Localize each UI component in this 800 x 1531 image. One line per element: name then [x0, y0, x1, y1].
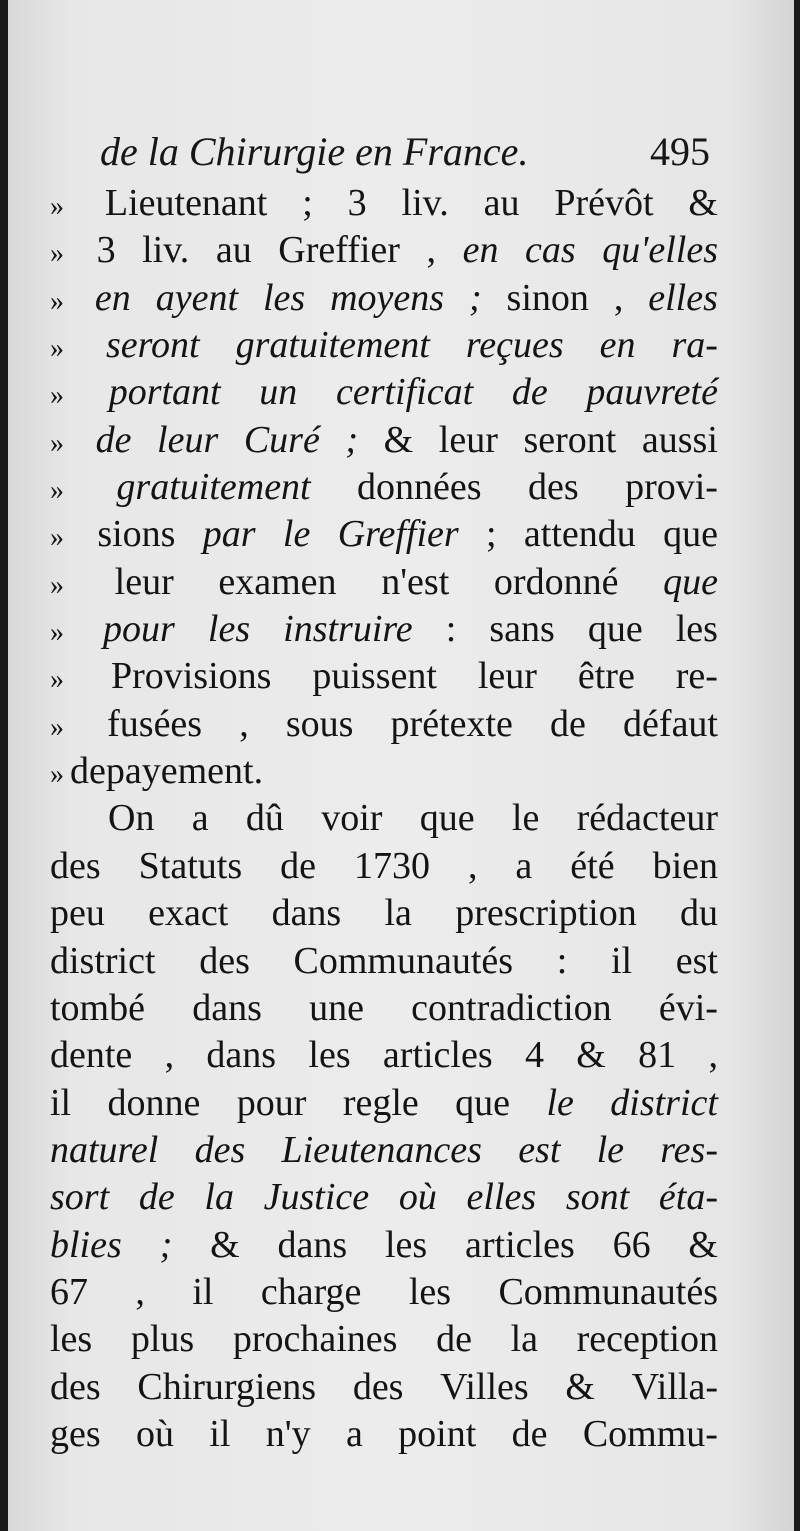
- word: liv.: [142, 229, 190, 272]
- word: instruire: [283, 608, 413, 651]
- word: où: [398, 1176, 437, 1219]
- word: &: [383, 418, 414, 461]
- word: être: [577, 655, 635, 698]
- body-text: [50, 180, 718, 1458]
- word: est: [518, 1128, 561, 1171]
- word: &: [688, 182, 718, 224]
- word: Greffier: [278, 229, 400, 272]
- word: Communautés: [293, 939, 514, 982]
- word: de: [280, 844, 316, 887]
- word: gratuitement: [235, 324, 430, 367]
- word: le: [596, 1128, 625, 1171]
- word: cas: [525, 229, 576, 272]
- word: articles: [465, 1223, 575, 1266]
- word: elles: [466, 1176, 537, 1219]
- word: blies: [50, 1223, 122, 1266]
- word: peu: [50, 892, 105, 935]
- quote-mark: »: [50, 759, 62, 791]
- word: payement.: [105, 750, 264, 793]
- word: certificat: [335, 371, 474, 414]
- word: il: [209, 1412, 231, 1455]
- word: aussi: [641, 418, 718, 461]
- word: donne: [107, 1081, 201, 1124]
- word: le: [546, 1081, 574, 1124]
- page-header: [100, 128, 710, 182]
- word: prochaines: [232, 1318, 398, 1361]
- text-line: [50, 1127, 718, 1174]
- text-line: [50, 1316, 718, 1363]
- word: 4: [524, 1034, 544, 1077]
- text-line: [50, 1364, 718, 1411]
- word: les: [207, 608, 251, 651]
- word: de: [138, 1176, 175, 1219]
- word: du: [679, 892, 718, 935]
- word: sort: [50, 1176, 110, 1219]
- word: les: [675, 608, 718, 651]
- word: par: [202, 513, 256, 556]
- quote-mark: »: [50, 427, 62, 459]
- word: pour: [236, 1081, 307, 1124]
- word: reçues: [465, 324, 564, 367]
- quote-mark: »: [50, 475, 62, 507]
- word: au: [215, 229, 252, 272]
- word: dans: [206, 1034, 277, 1077]
- word: puissent: [312, 655, 437, 698]
- text-line: [50, 890, 718, 937]
- word: ;: [486, 513, 497, 556]
- quote-mark: »: [50, 617, 62, 649]
- text-line: [50, 606, 718, 653]
- word: 3: [347, 182, 367, 224]
- word: &: [565, 1365, 595, 1408]
- word: ,: [239, 702, 249, 745]
- word: où: [135, 1412, 174, 1455]
- word: district: [610, 1081, 718, 1124]
- word: que: [419, 797, 475, 840]
- word: point: [398, 1412, 477, 1455]
- word: en: [599, 324, 636, 367]
- book-page: [8, 0, 794, 1531]
- word: ra-: [671, 324, 718, 367]
- quote-mark: »: [50, 522, 62, 554]
- word: défaut: [623, 702, 718, 745]
- word: district: [50, 939, 156, 982]
- word: en: [462, 229, 499, 272]
- word: leur: [157, 418, 219, 461]
- word: portant: [108, 371, 221, 414]
- word: prescription: [455, 892, 637, 935]
- word: des: [50, 1365, 101, 1408]
- word: de: [550, 702, 586, 745]
- word: de: [511, 371, 548, 414]
- word: moyens: [330, 276, 445, 319]
- running-title: de la Chirurgie en France.: [100, 129, 529, 174]
- quote-mark: »: [50, 191, 62, 222]
- word: que: [587, 608, 643, 651]
- word: n'y: [265, 1412, 311, 1455]
- word: 81: [638, 1034, 677, 1077]
- word: re-: [675, 655, 718, 698]
- word: de: [436, 1318, 472, 1361]
- text-line: [50, 1080, 718, 1127]
- word: &: [210, 1223, 240, 1266]
- word: ,: [467, 844, 478, 887]
- word: sans: [489, 608, 555, 651]
- word: dans: [192, 986, 262, 1029]
- word: &: [688, 1223, 718, 1266]
- text-line: [50, 511, 718, 558]
- word: seront: [523, 418, 617, 461]
- text-line: [50, 369, 718, 416]
- word: contradiction: [411, 986, 612, 1029]
- word: ,: [164, 1034, 175, 1077]
- word: reception: [576, 1318, 718, 1361]
- word: qu'elles: [602, 229, 718, 272]
- text-line: [50, 795, 718, 842]
- word: de: [511, 1412, 548, 1455]
- text-line: [50, 701, 718, 748]
- word: liv.: [401, 182, 449, 224]
- word: regle: [342, 1081, 419, 1124]
- text-line: [50, 1269, 718, 1316]
- word: évi-: [658, 986, 718, 1029]
- word: leur: [114, 560, 174, 603]
- word: res-: [660, 1128, 718, 1171]
- quote-mark: »: [50, 238, 62, 270]
- word: les: [50, 1318, 93, 1361]
- word: fusées: [107, 702, 203, 745]
- word: :: [445, 608, 457, 651]
- text-line: [50, 1174, 718, 1221]
- word: :: [556, 939, 568, 982]
- word: dente: [50, 1034, 133, 1077]
- word: ,: [708, 1034, 718, 1077]
- word: le: [282, 513, 311, 556]
- word: de: [95, 418, 132, 461]
- word: elles: [648, 276, 718, 319]
- word: prétexte: [390, 702, 513, 745]
- word: les: [262, 276, 306, 319]
- quote-mark: »: [50, 664, 62, 696]
- word: il: [192, 1270, 214, 1313]
- word: de: [70, 750, 106, 793]
- word: rédacteur: [576, 797, 718, 840]
- word: dans: [271, 892, 342, 935]
- word: en: [94, 276, 131, 319]
- word: leur: [477, 655, 537, 698]
- word: Chirurgiens: [137, 1365, 317, 1408]
- word: la: [204, 1176, 234, 1219]
- text-line: [50, 985, 718, 1032]
- word: Curé: [243, 418, 320, 461]
- text-line: [50, 1411, 718, 1458]
- word: sous: [285, 702, 354, 745]
- word: attendu: [523, 513, 636, 556]
- word: des: [528, 466, 579, 509]
- word: données: [357, 466, 482, 509]
- page-number: 495: [650, 129, 710, 174]
- word: 66: [612, 1223, 651, 1266]
- word: la: [384, 892, 412, 935]
- word: ayent: [155, 276, 239, 319]
- word: plus: [130, 1318, 195, 1361]
- word: exact: [148, 892, 229, 935]
- word: des: [194, 1128, 246, 1171]
- text-line: [50, 653, 718, 700]
- word: Villes: [440, 1365, 529, 1408]
- text-line: [50, 748, 718, 795]
- word: Greffier: [337, 513, 459, 556]
- word: &: [576, 1034, 606, 1077]
- word: éta-: [658, 1176, 718, 1219]
- word: que: [455, 1081, 511, 1124]
- word: examen: [218, 560, 337, 603]
- word: a: [191, 797, 209, 840]
- word: les: [384, 1223, 428, 1266]
- text-line: [50, 843, 718, 890]
- word: naturel: [50, 1128, 159, 1171]
- word: ;: [345, 418, 359, 461]
- word: seront: [106, 324, 200, 367]
- word: bien: [652, 844, 718, 887]
- word: au: [483, 182, 520, 224]
- word: Statuts: [138, 844, 243, 887]
- word: Lieutenances: [281, 1128, 482, 1171]
- word: a: [345, 1412, 363, 1455]
- word: ,: [426, 229, 437, 272]
- word: ordonné: [493, 560, 619, 603]
- word: Lieutenant: [104, 182, 268, 224]
- word: le: [511, 797, 540, 840]
- text-line: [50, 464, 718, 511]
- quote-mark: »: [50, 333, 62, 365]
- word: sions: [97, 513, 176, 556]
- word: les: [408, 1270, 452, 1313]
- word: charge: [260, 1270, 362, 1313]
- word: la: [510, 1318, 538, 1361]
- word: dans: [277, 1223, 348, 1266]
- word: Communautés: [498, 1270, 718, 1313]
- word: ;: [159, 1223, 173, 1266]
- word: il: [50, 1081, 72, 1124]
- word: ;: [302, 182, 313, 224]
- word: tombé: [50, 986, 145, 1029]
- word: On: [108, 797, 155, 840]
- word: 3: [96, 229, 116, 272]
- word: des: [199, 939, 250, 982]
- word: pour: [103, 608, 175, 651]
- word: Commu-: [582, 1412, 718, 1455]
- word: provi-: [625, 466, 718, 509]
- word: un: [259, 371, 298, 414]
- word: ges: [50, 1412, 101, 1455]
- text-line: [50, 1032, 718, 1079]
- word: sinon: [506, 276, 589, 319]
- word: une: [309, 986, 364, 1029]
- word: Provisions: [110, 655, 272, 698]
- quote-mark: »: [50, 711, 62, 743]
- word: Justice: [263, 1176, 370, 1219]
- word: sont: [565, 1176, 630, 1219]
- word: est: [675, 939, 718, 982]
- word: 67: [50, 1270, 88, 1313]
- word: dû: [245, 797, 284, 840]
- text-line: [50, 180, 718, 227]
- word: Villa-: [631, 1365, 718, 1408]
- word: Prévôt: [554, 182, 654, 224]
- text-line: [50, 938, 718, 985]
- text-line: [50, 417, 718, 464]
- word: voir: [321, 797, 383, 840]
- word: gratuitement: [116, 466, 311, 509]
- quote-mark: »: [50, 569, 62, 601]
- text-line: [50, 322, 718, 369]
- word: a: [515, 844, 533, 887]
- text-line: [50, 227, 718, 274]
- word: que: [663, 513, 718, 556]
- word: il: [610, 939, 633, 982]
- text-line: [50, 559, 718, 606]
- word: ,: [613, 276, 624, 319]
- word: été: [570, 844, 615, 887]
- text-line: [50, 1222, 718, 1269]
- word: ,: [135, 1270, 145, 1313]
- word: les: [308, 1034, 351, 1077]
- word: des: [352, 1365, 404, 1408]
- word: que: [663, 560, 718, 603]
- word: pauvreté: [586, 371, 718, 414]
- quote-mark: »: [50, 285, 62, 317]
- word: des: [50, 844, 101, 887]
- text-line: [50, 275, 718, 322]
- word: n'est: [381, 560, 450, 603]
- word: 1730: [353, 844, 430, 887]
- quote-mark: »: [50, 380, 62, 412]
- word: ;: [468, 276, 482, 319]
- word: leur: [438, 418, 498, 461]
- word: articles: [382, 1034, 493, 1077]
